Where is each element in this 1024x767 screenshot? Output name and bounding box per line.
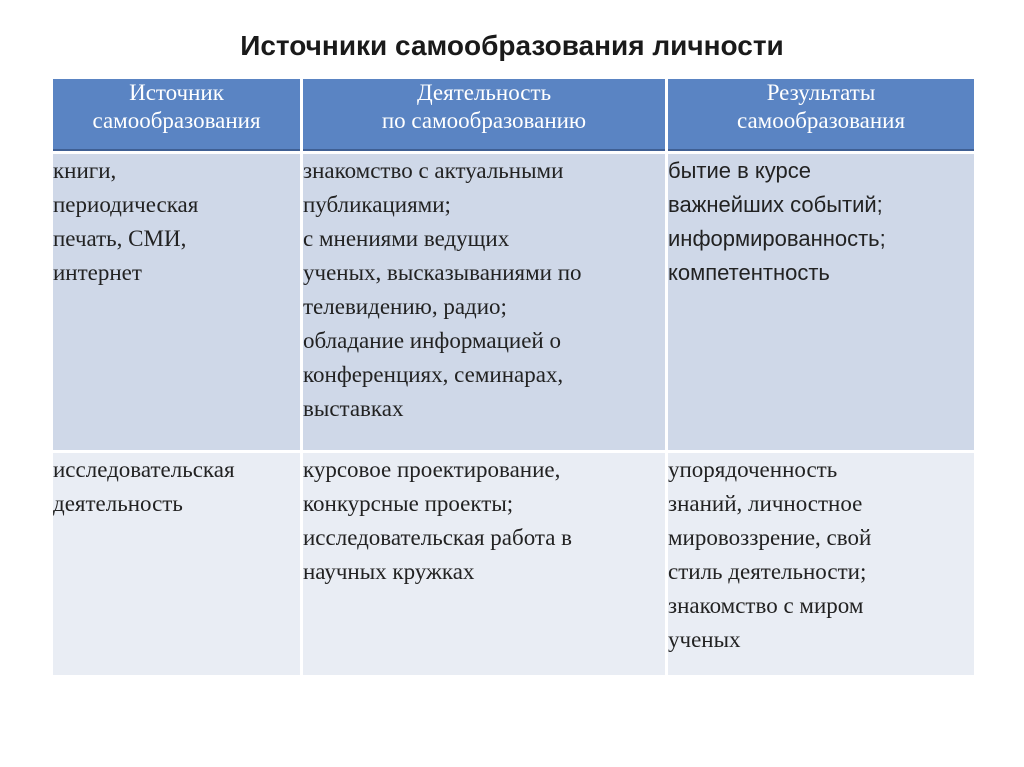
- header-line: самообразования: [736, 108, 906, 133]
- header-line: Источник: [129, 80, 224, 105]
- cell-line: исследовательская: [53, 457, 235, 482]
- cell-line: информированность;: [668, 226, 886, 251]
- table-header-row: [52, 78, 976, 153]
- cell-line: интернет: [53, 260, 142, 285]
- header-activity: [302, 78, 667, 153]
- cell-line: исследовательская работа в: [303, 525, 573, 550]
- cell-line: ученых: [668, 627, 741, 652]
- cell-line: научных кружках: [303, 559, 475, 584]
- cell-line: мировоззрение, свой: [668, 525, 872, 550]
- cell-line: публикациями;: [303, 192, 451, 217]
- cell-line: с мнениями ведущих: [303, 226, 510, 251]
- table-row: [52, 153, 976, 452]
- cell-line: периодическая: [53, 192, 199, 217]
- cell-results: [667, 452, 976, 677]
- header-source: [52, 78, 302, 153]
- cell-source: [52, 452, 302, 677]
- header-line: самообразования: [92, 108, 261, 133]
- cell-line: книги,: [53, 158, 117, 183]
- header-line: по самообразованию: [381, 108, 587, 133]
- cell-activity: [302, 452, 667, 677]
- cell-results: [667, 153, 976, 452]
- page-title: Источники самообразования личности: [240, 30, 784, 61]
- header-line: Деятельность: [416, 80, 552, 105]
- cell-activity: [302, 153, 667, 452]
- cell-line: обладание информацией о: [303, 328, 561, 353]
- cell-line: выставках: [303, 396, 404, 421]
- table-row: [52, 452, 976, 677]
- cell-line: бытие в курсе: [668, 158, 812, 183]
- cell-line: конкурсные проекты;: [303, 491, 514, 516]
- cell-line: телевидению, радио;: [303, 294, 507, 319]
- cell-line: важнейших событий;: [668, 192, 883, 217]
- cell-line: знакомство с актуальными: [303, 158, 564, 183]
- cell-line: знакомство с миром: [668, 593, 864, 618]
- cell-line: курсовое проектирование,: [303, 457, 561, 482]
- cell-line: компетентность: [668, 260, 830, 285]
- cell-line: печать, СМИ,: [53, 226, 187, 251]
- cell-source: [52, 153, 302, 452]
- cell-line: ученых, высказываниями по: [303, 260, 582, 285]
- self-education-table: [50, 76, 977, 678]
- cell-line: стиль деятельности;: [668, 559, 867, 584]
- header-results: [667, 78, 976, 153]
- cell-line: деятельность: [53, 491, 183, 516]
- cell-line: знаний, личностное: [668, 491, 863, 516]
- cell-line: упорядоченность: [668, 457, 838, 482]
- cell-line: конференциях, семинарах,: [303, 362, 564, 387]
- header-line: Результаты: [766, 80, 876, 105]
